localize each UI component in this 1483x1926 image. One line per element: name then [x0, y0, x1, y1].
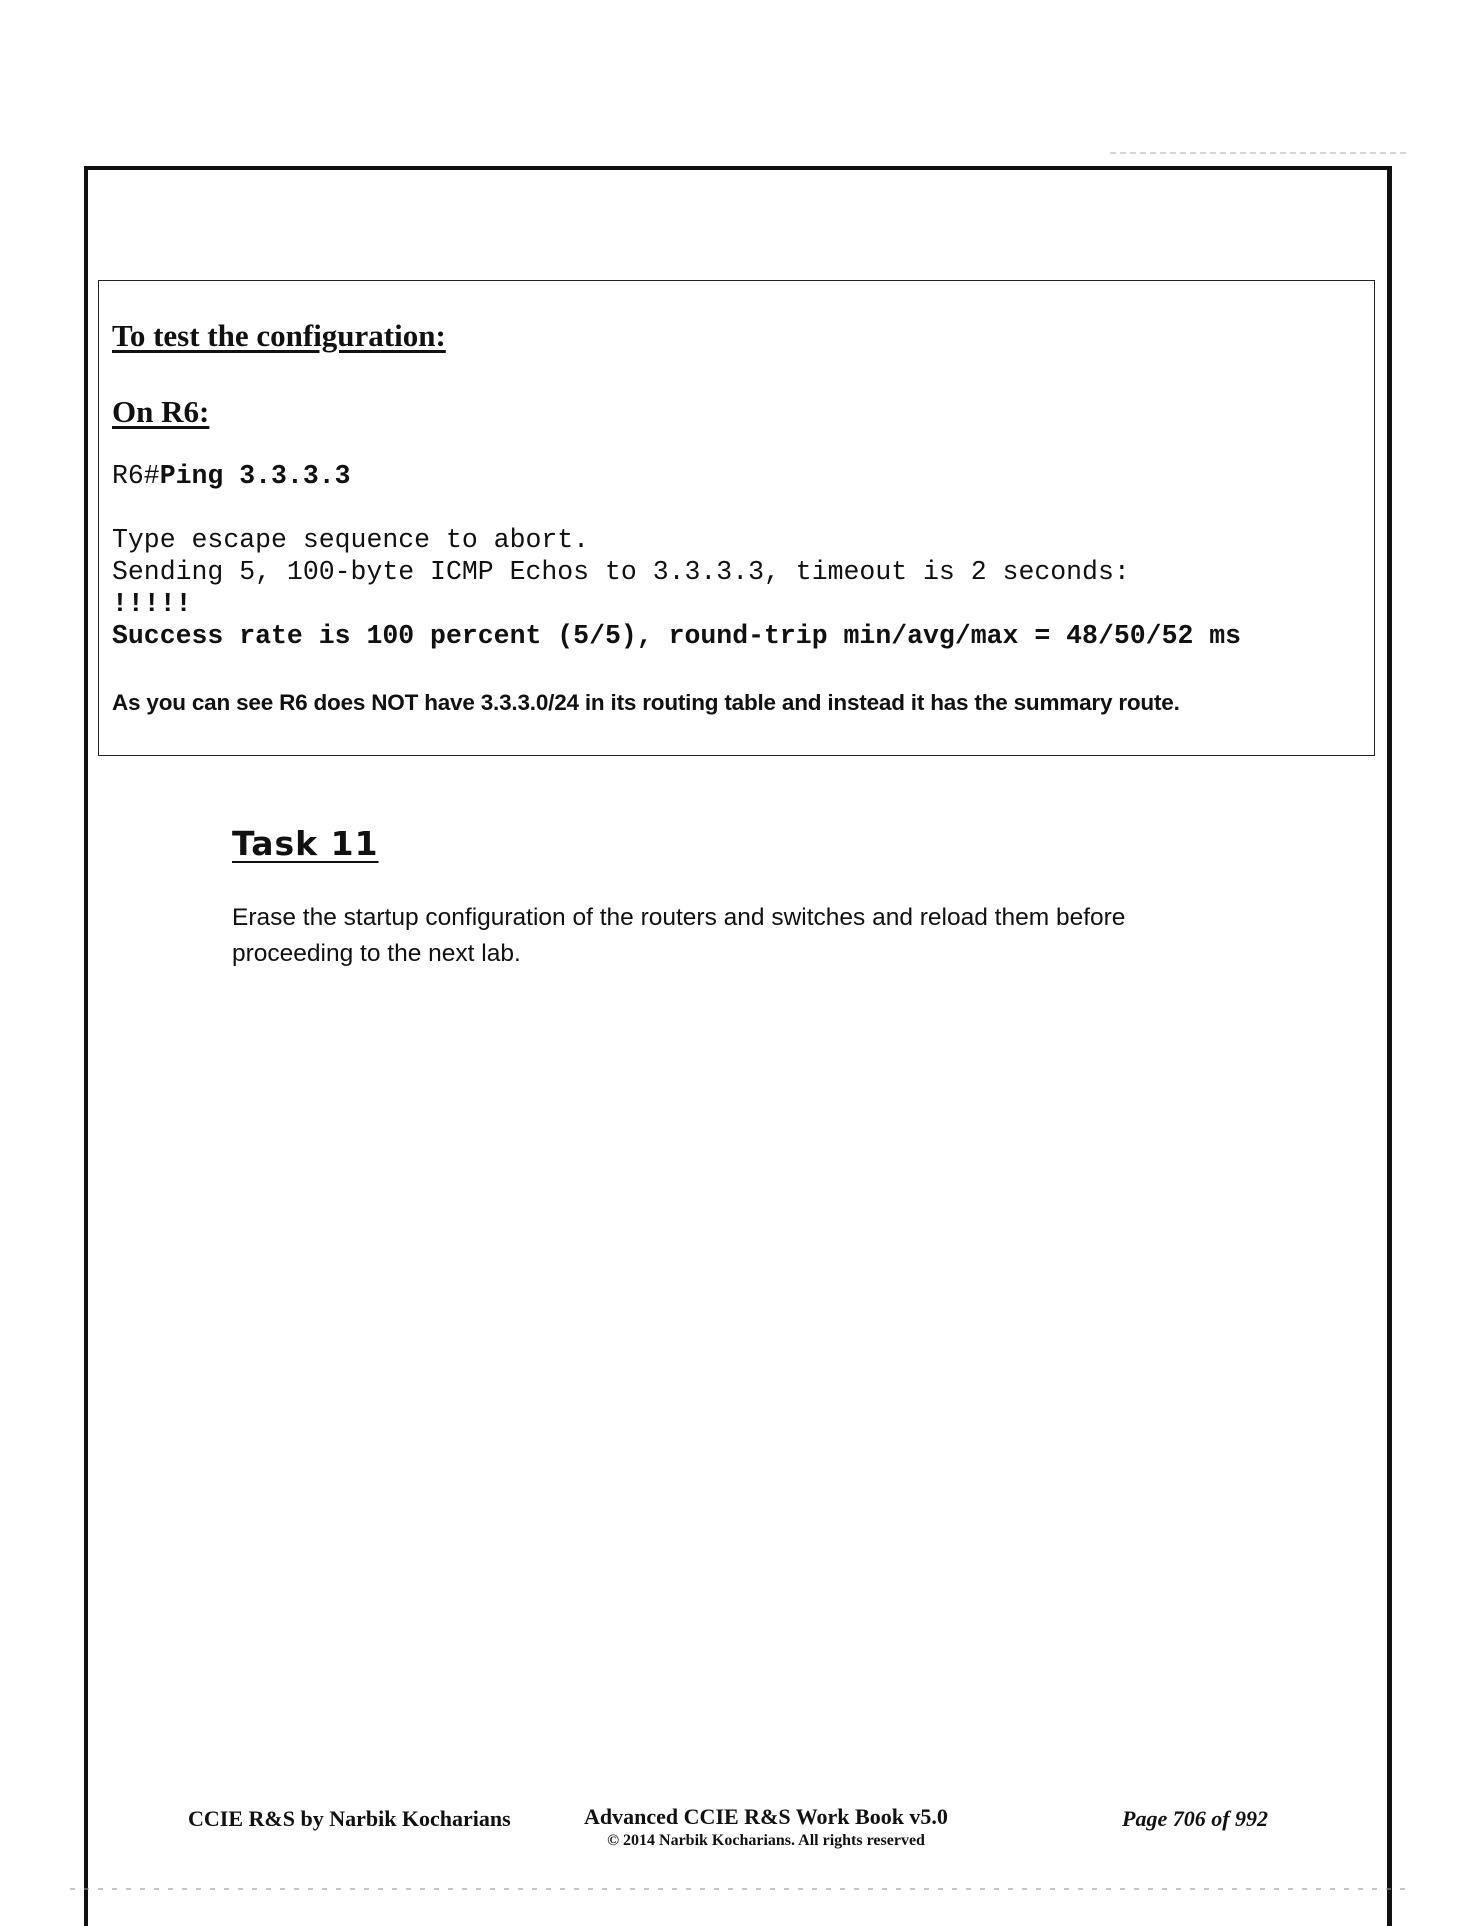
task-line: Erase the startup configuration of the routers and switches and reload them before	[232, 904, 1126, 931]
terminal-command: Ping 3.3.3.3	[159, 461, 351, 491]
task-line: proceeding to the next lab.	[232, 940, 521, 967]
footer-author: CCIE R&S by Narbik Kocharians	[188, 1806, 511, 1831]
device-subheading: On R6:	[112, 394, 210, 429]
section-heading: To test the configuration:	[112, 318, 446, 353]
terminal-output-line: Sending 5, 100-byte ICMP Echos to 3.3.3.3, timeout is 2 seconds:	[112, 557, 1130, 587]
terminal-success-line: Success rate is 100 percent (5/5), round-trip min/avg/max = 48/50/52 ms	[112, 621, 1242, 651]
terminal-output-line: Type escape sequence to abort.	[112, 525, 590, 555]
terminal-ping-result: !!!!!	[112, 589, 192, 619]
scan-artifact-bottom	[70, 1888, 1410, 1890]
footer-copyright: © 2014 Narbik Kocharians. All rights reserved	[607, 1832, 925, 1849]
terminal-command-line	[112, 460, 351, 492]
task-description	[232, 900, 1232, 972]
scan-artifact-top	[1110, 152, 1410, 154]
terminal-prompt: R6#	[112, 461, 160, 491]
task-title: Task 11	[232, 824, 379, 863]
footer-book-title: Advanced CCIE R&S Work Book v5.0	[584, 1804, 948, 1829]
footer-page-number: Page 706 of 992	[1122, 1806, 1269, 1831]
footer-book-info	[576, 1804, 956, 1850]
explanation-note: As you can see R6 does NOT have 3.3.3.0/24 in its routing table and instead it has the summary route.	[112, 690, 1180, 715]
